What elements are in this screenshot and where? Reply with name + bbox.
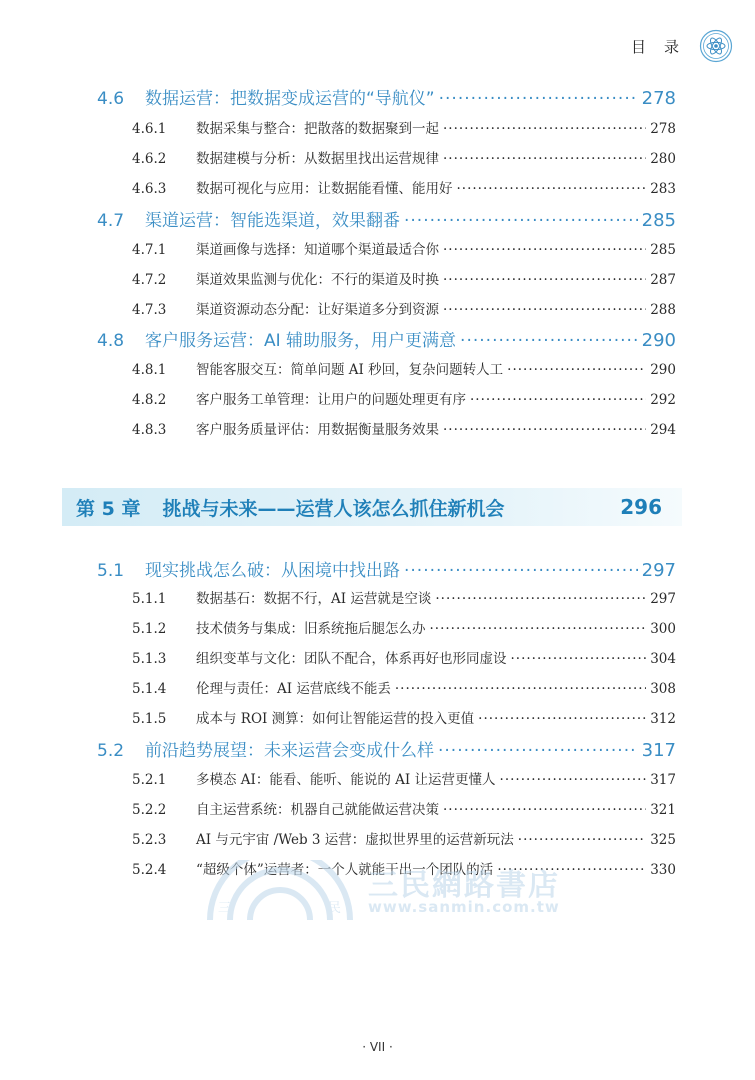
entry-title: 客户服务工单管理：让用户的问题处理更有序 [196,392,466,408]
toc-subsection-entry[interactable] [0,828,755,848]
toc-section-entry[interactable] [0,326,755,351]
entry-page: 283 [650,181,676,197]
toc-subsection-entry[interactable] [0,388,755,408]
toc-subsection-entry[interactable] [0,358,755,378]
dot-leader [443,242,646,258]
dot-leader [443,121,646,137]
entry-number: 5.2 [97,741,125,761]
toc-subsection-entry[interactable] [0,798,755,818]
watermark-url: www.sanmin.com.tw [368,898,560,916]
entry-title: 智能客服交互：简单问题 AI 秒回，复杂问题转人工 [196,362,504,378]
watermark-emblem-icon [200,860,360,922]
toc-subsection-entry[interactable] [0,707,755,727]
entry-number: 4.7.2 [132,272,167,288]
chapter-title: 挑战与未来——运营人该怎么抓住新机会 [162,497,505,520]
dot-leader [404,561,638,581]
toc-subsection-entry[interactable] [0,147,755,167]
dot-leader [457,181,647,197]
entry-title: 数据采集与整合：把散落的数据聚到一起 [196,121,439,137]
entry-title: 组织变革与文化：团队不配合，体系再好也形同虚设 [196,651,507,667]
toc-subsection-entry[interactable] [0,177,755,197]
entry-number: 4.6.3 [132,181,167,197]
entry-number: 4.6.2 [132,151,167,167]
watermark [200,860,580,922]
entry-page: 288 [650,302,676,318]
entry-page: 304 [650,651,676,667]
entry-page: 317 [650,772,676,788]
watermark-badge-left: 三 [218,901,232,916]
toc-section-entry[interactable] [0,84,755,109]
dot-leader [460,331,638,351]
entry-title: 数据基石：数据不行，AI 运营就是空谈 [196,591,432,607]
dot-leader [443,272,646,288]
dot-leader [443,422,646,438]
chapter-label: 第 5 章 [76,497,141,520]
entry-title: 伦理与责任：AI 运营底线不能丢 [196,681,391,697]
entry-number: 5.1.2 [132,621,167,637]
toc-subsection-entry[interactable] [0,418,755,438]
entry-title: 渠道运营：智能选渠道，效果翻番 [145,211,400,231]
chapter-heading[interactable] [62,488,682,526]
entry-page: 297 [650,591,676,607]
entry-number: 5.1.5 [132,711,167,727]
entry-page: 321 [650,802,676,818]
entry-number: 4.6.1 [132,121,167,137]
toc-subsection-entry[interactable] [0,677,755,697]
entry-page: 330 [650,862,676,878]
dot-leader [430,621,647,637]
entry-page: 287 [650,272,676,288]
entry-title: 自主运营系统：机器自己就能做运营决策 [196,802,439,818]
entry-number: 4.8.3 [132,422,167,438]
entry-page: 290 [641,330,676,351]
toc-section-entry[interactable] [0,736,755,761]
entry-page: 280 [650,151,676,167]
entry-title: 数据建模与分析：从数据里找出运营规律 [196,151,439,167]
dot-leader [438,741,638,761]
entry-title: 现实挑战怎么破：从困境中找出路 [145,561,400,581]
entry-number: 5.2.1 [132,772,167,788]
dot-leader [404,211,638,231]
entry-number: 5.1.1 [132,591,167,607]
entry-number: 5.2.3 [132,832,167,848]
entry-title: 数据运营：把数据变成运营的“导航仪” [145,89,435,109]
running-header [631,28,733,64]
entry-page: 317 [641,740,676,761]
entry-page: 290 [650,362,676,378]
atom-logo-icon [699,29,733,63]
entry-page: 292 [650,392,676,408]
entry-number: 4.7 [97,211,125,231]
toc-subsection-entry[interactable] [0,298,755,318]
entry-number: 4.7.1 [132,242,167,258]
entry-title: 渠道资源动态分配：让好渠道多分到资源 [196,302,439,318]
entry-title: 渠道效果监测与优化：不行的渠道及时换 [196,272,439,288]
dot-leader [443,802,646,818]
entry-page: 325 [650,832,676,848]
entry-title: 客户服务运营：AI 辅助服务，用户更满意 [145,331,457,351]
entry-title: 渠道画像与选择：知道哪个渠道最适合你 [196,242,439,258]
entry-page: 300 [650,621,676,637]
toc-subsection-entry[interactable] [0,647,755,667]
entry-page: 312 [650,711,676,727]
toc-subsection-entry[interactable] [0,617,755,637]
entry-page: 285 [641,210,676,231]
entry-title: 技术债务与集成：旧系统拖后腿怎么办 [196,621,426,637]
entry-title: 成本与 ROI 测算：如何让智能运营的投入更值 [196,711,475,727]
toc-subsection-entry[interactable] [0,768,755,788]
entry-number: 4.7.3 [132,302,167,318]
entry-number: 5.1.4 [132,681,167,697]
entry-page: 278 [641,88,676,109]
entry-page: 278 [650,121,676,137]
dot-leader [443,151,646,167]
watermark-badge-right: 民 [328,901,342,916]
dot-leader [439,89,638,109]
page-number: · VII · [362,1040,393,1054]
toc-subsection-entry[interactable] [0,268,755,288]
entry-page: 294 [650,422,676,438]
entry-number: 4.6 [97,89,125,109]
toc-section-entry[interactable] [0,556,755,581]
entry-number: 4.8.2 [132,392,167,408]
entry-title: 数据可视化与应用：让数据能看懂、能用好 [196,181,453,197]
entry-title: 客户服务质量评估：用数据衡量服务效果 [196,422,439,438]
entry-page: 297 [641,560,676,581]
entry-number: 4.8 [97,331,125,351]
entry-title: 多模态 AI：能看、能听、能说的 AI 让运营更懂人 [196,772,496,788]
entry-number: 5.1.3 [132,651,167,667]
toc-subsection-entry[interactable] [0,238,755,258]
dot-leader [511,651,647,667]
dot-leader [478,711,646,727]
entry-number: 5.2.2 [132,802,167,818]
dot-leader [507,362,646,378]
dot-leader [435,591,646,607]
toc-section-entry[interactable] [0,206,755,231]
entry-number: 5.1 [97,561,125,581]
chapter-page: 296 [620,495,662,519]
entry-number: 4.8.1 [132,362,167,378]
entry-title: 前沿趋势展望：未来运营会变成什么样 [145,741,434,761]
header-title: 目录 [630,37,697,56]
dot-leader [443,302,646,318]
entry-title: “超级个体”运营者：一个人就能干出一个团队的活 [196,862,494,878]
dot-leader [470,392,646,408]
entry-number: 5.2.4 [132,862,167,878]
toc-subsection-entry[interactable] [0,587,755,607]
entry-page: 285 [650,242,676,258]
entry-page: 308 [650,681,676,697]
dot-leader [518,832,646,848]
dot-leader [395,681,646,697]
watermark-store-name: 三民網路書店 [368,868,560,903]
entry-title: AI 与元宇宙 /Web 3 运营：虚拟世界里的运营新玩法 [196,832,514,848]
dot-leader [500,772,647,788]
toc-subsection-entry[interactable] [0,117,755,137]
